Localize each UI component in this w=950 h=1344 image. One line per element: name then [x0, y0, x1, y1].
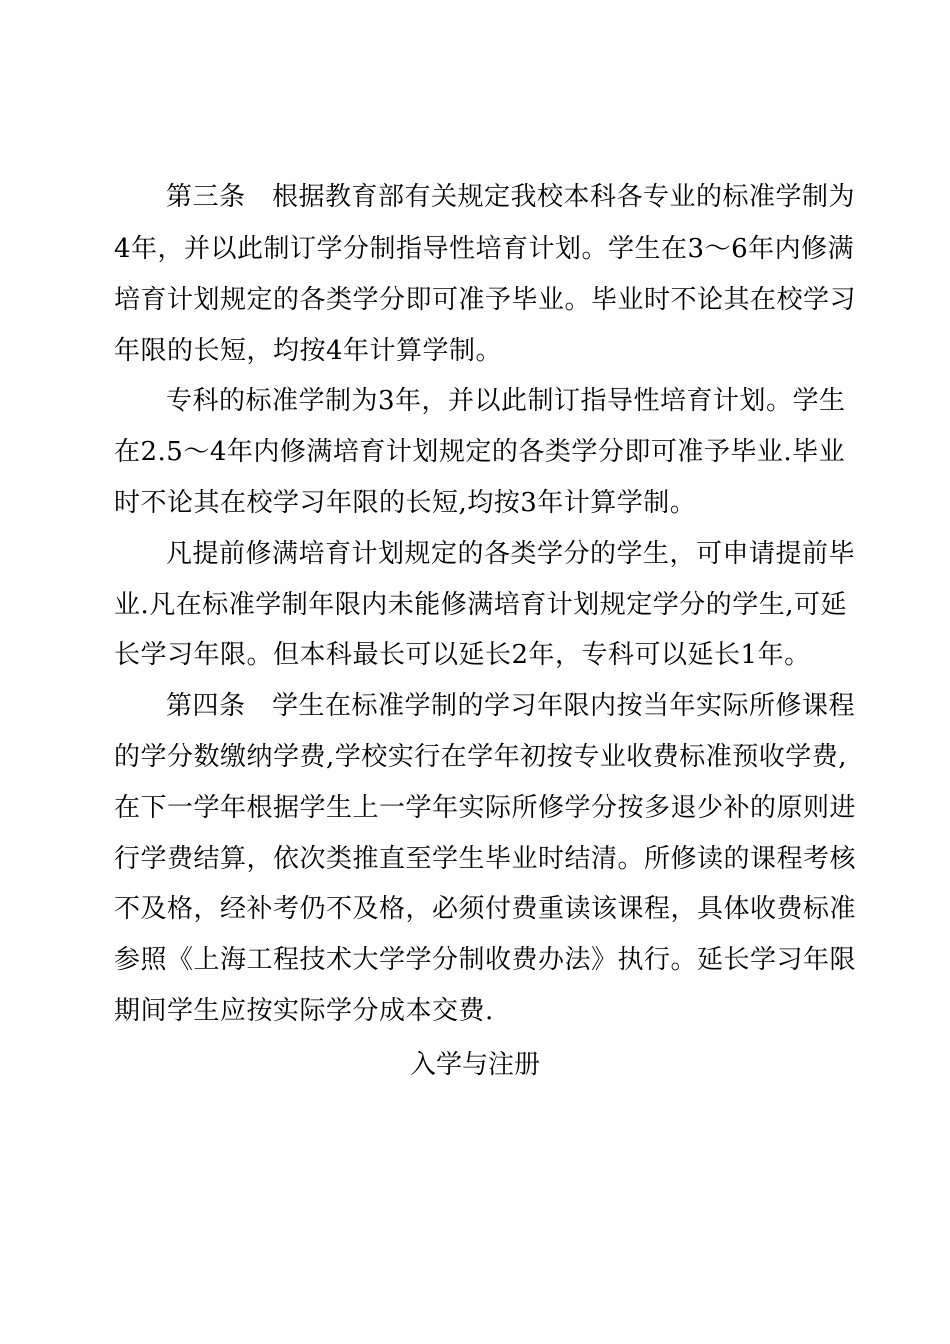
paragraph-1-line-3: 培育计划规定的各类学分即可准予毕业。毕业时不论其在校学习	[114, 285, 857, 315]
paragraph-4-line-7: 期间学生应按实际学分成本交费.	[114, 996, 494, 1026]
paragraph-2-line-1: 专科的标准学制为3年，并以此制订指导性培育计划。学生	[166, 386, 846, 416]
paragraph-1-line-4: 年限的长短，均按4年计算学制。	[114, 336, 503, 366]
paragraph-1-line-2: 4年，并以此制订学分制指导性培育计划。学生在3～6年内修满	[114, 234, 855, 264]
paragraph-1-line-1: 第三条 根据教育部有关规定我校本科各专业的标准学制为	[166, 182, 856, 212]
paragraph-2-line-3: 时不论其在校学习年限的长短,均按3年计算学制。	[114, 488, 697, 518]
paragraph-3-line-3: 长学习年限。但本科最长可以延长2年，专科可以延长1年。	[114, 640, 811, 670]
paragraph-4-line-3: 在下一学年根据学生上一学年实际所修学分按多退少补的原则进	[114, 793, 857, 823]
paragraph-4-line-6: 参照《上海工程技术大学学分制收费办法》执行。延长学习年限	[114, 945, 857, 975]
paragraph-4-line-5: 不及格，经补考仍不及格，必须付费重读该课程，具体收费标准	[114, 894, 857, 924]
paragraph-2-line-2: 在2.5～4年内修满培育计划规定的各类学分即可准予毕业.毕业	[114, 437, 846, 467]
paragraph-4-line-2: 的学分数缴纳学费,学校实行在学年初按专业收费标准预收学费,	[114, 742, 848, 772]
paragraph-4-line-4: 行学费结算，依次类推直至学生毕业时结清。所修读的课程考核	[114, 844, 857, 874]
paragraph-3-line-2: 业.凡在标准学制年限内未能修满培育计划规定学分的学生,可延	[114, 590, 848, 620]
section-heading: 入学与注册	[409, 1050, 540, 1080]
paragraph-3-line-1: 凡提前修满培育计划规定的各类学分的学生，可申请提前毕	[166, 539, 856, 569]
paragraph-4-line-1: 第四条 学生在标准学制的学习年限内按当年实际所修课程	[166, 691, 856, 721]
